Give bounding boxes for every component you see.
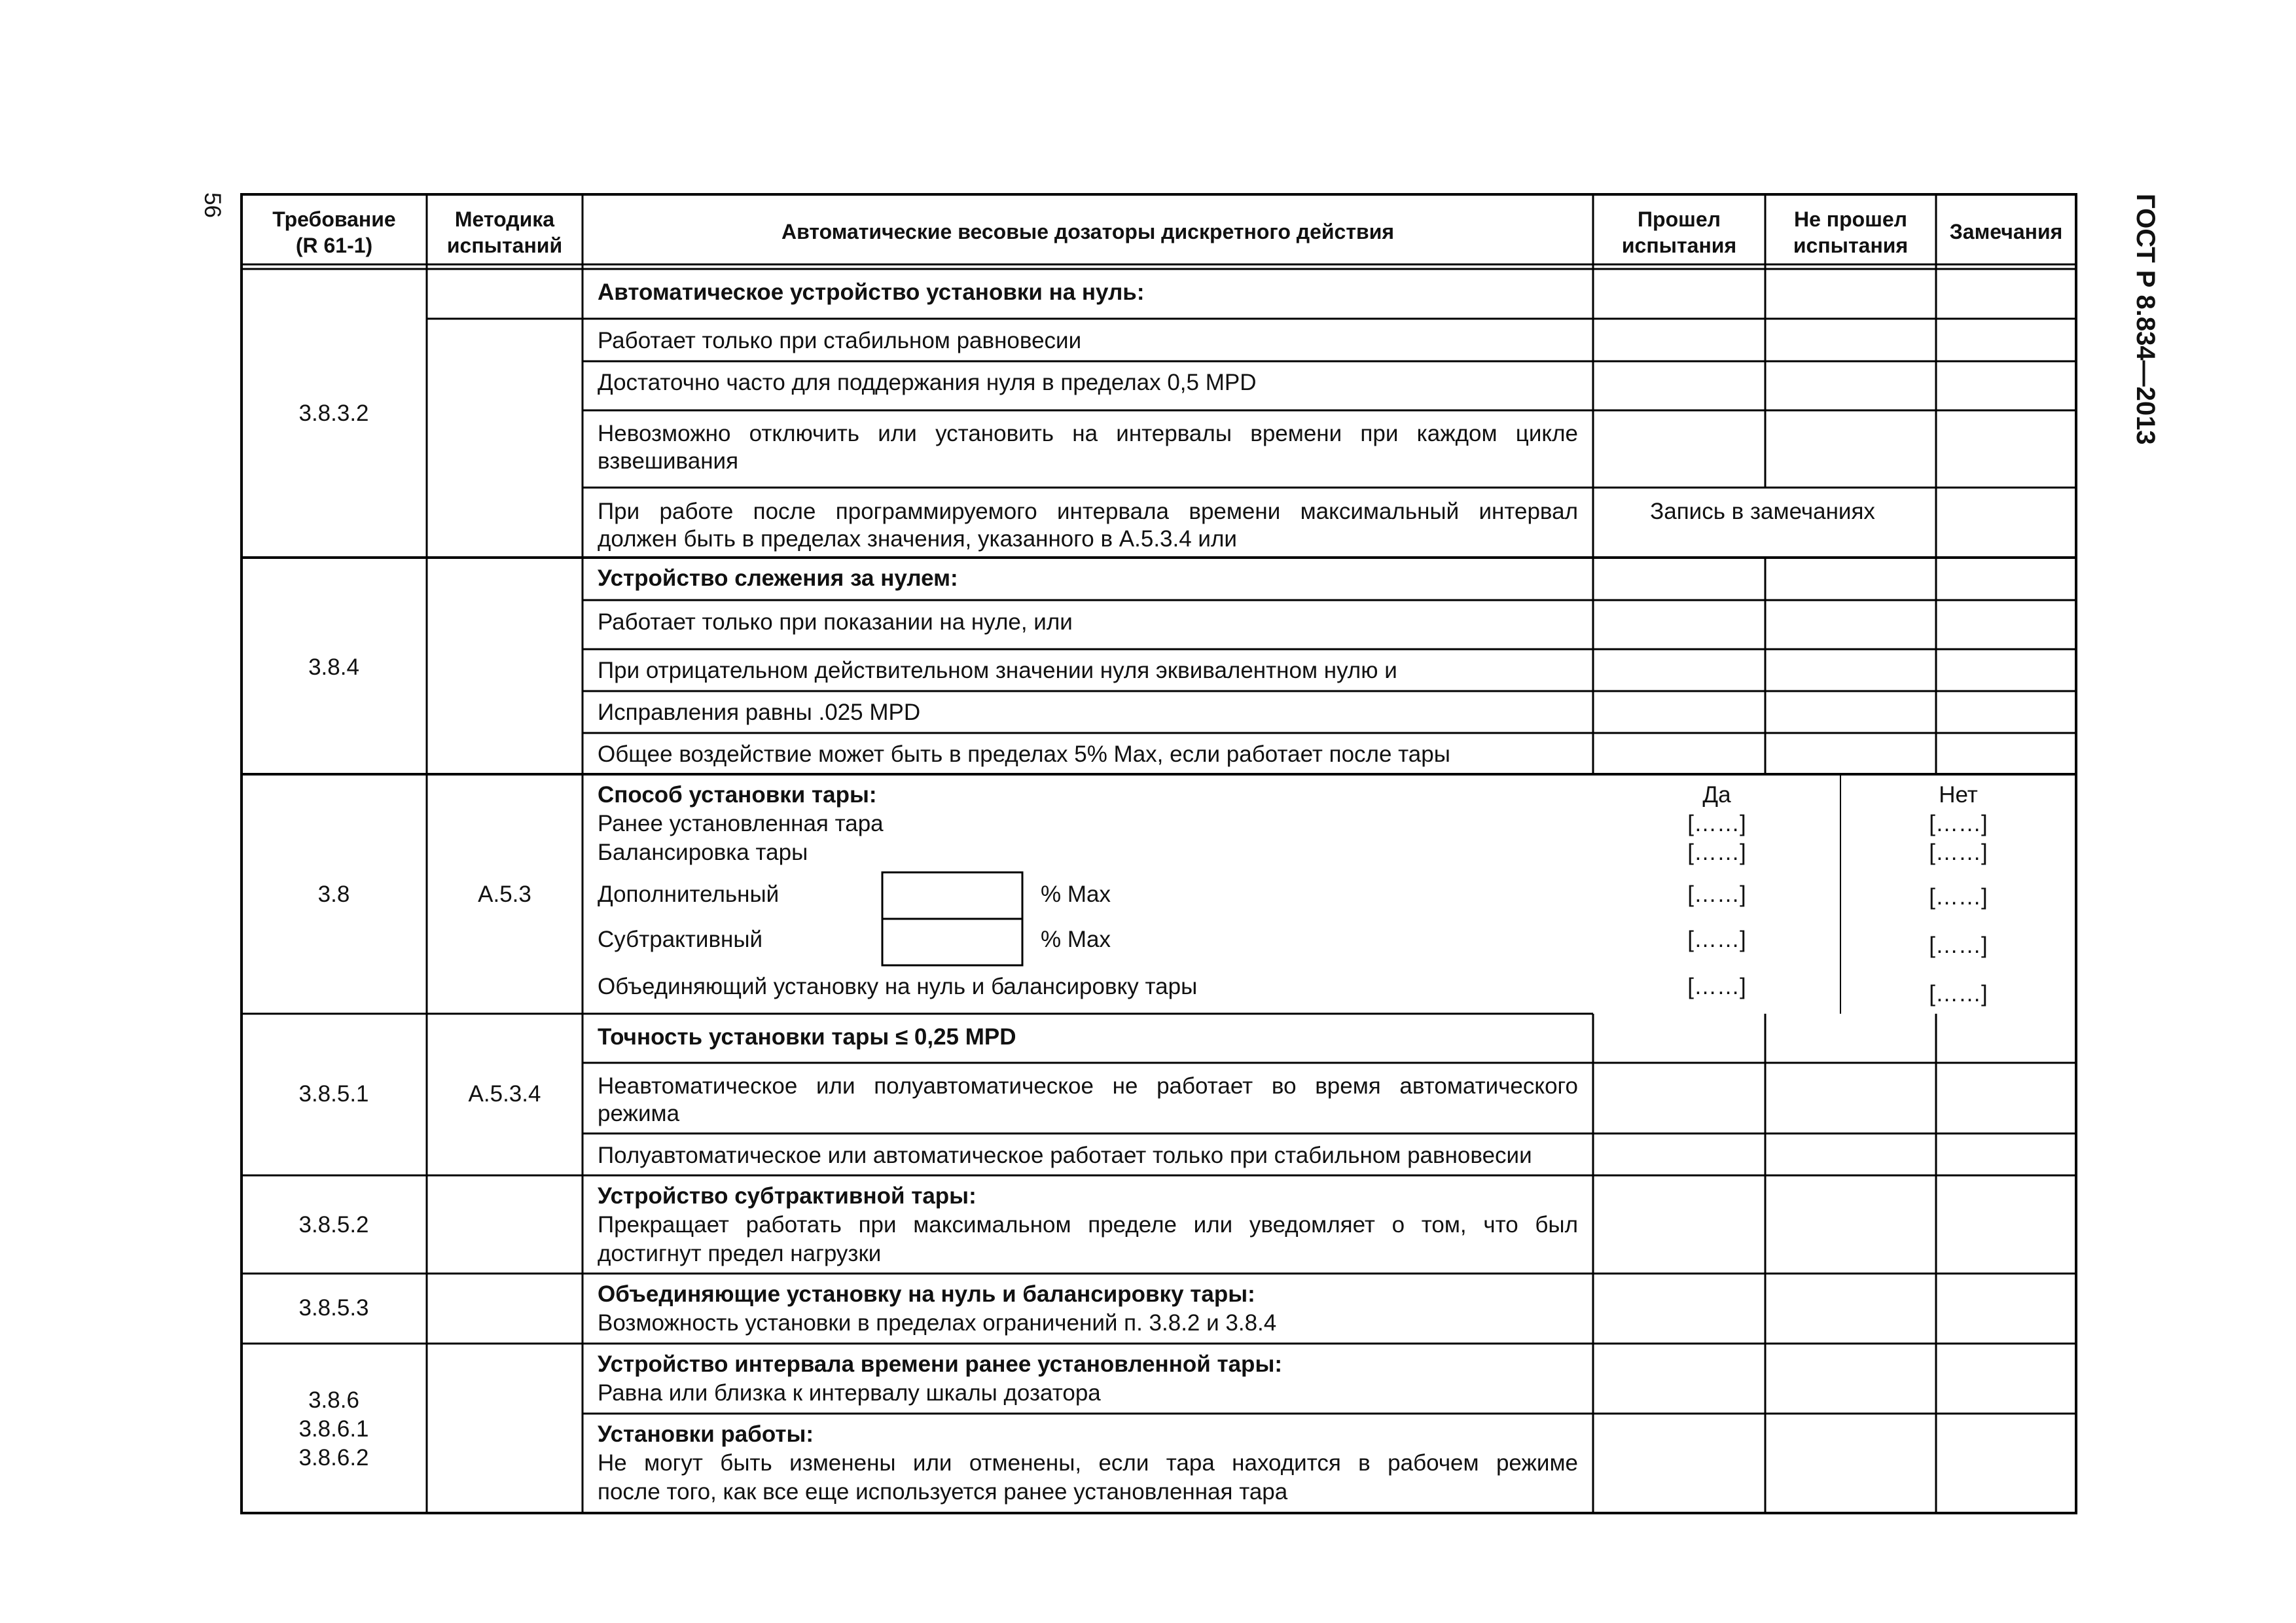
header-passed: Прошел испытания xyxy=(1621,207,1737,257)
row-text: Точность установки тары ≤ 0,25 MPD xyxy=(598,1024,1016,1050)
row-text: взвешивания xyxy=(598,448,739,474)
result-note: Запись в замечаниях xyxy=(1650,499,1875,524)
yes-mark[interactable]: [……] xyxy=(1687,882,1746,907)
row-title: Устройство субтрактивной тары: xyxy=(598,1183,977,1209)
subtractive-tare-label: Субтрактивный xyxy=(598,927,763,952)
row-text: должен быть в пределах значения, указанного в А.5.3.4 или xyxy=(598,526,1237,552)
row-text: При отрицательном действительном значении нуля эквивалентном нулю и xyxy=(598,658,1397,683)
method-cell: А.5.3.4 xyxy=(468,1081,541,1107)
no-label: Нет xyxy=(1939,782,1978,808)
row-title: Устройство интервала времени ранее установленной тары: xyxy=(598,1351,1282,1377)
no-mark[interactable]: [……] xyxy=(1929,811,1988,836)
requirement-cell: 3.8.6 xyxy=(308,1387,359,1413)
tare-option: Ранее установленная тара xyxy=(598,811,884,836)
row-text: режима xyxy=(598,1101,680,1126)
row-text: Невозможно отключить или установить на интервалы времени при каждом цикле xyxy=(598,421,1578,446)
requirement-cell: 3.8.6.1 xyxy=(298,1416,369,1442)
tare-option: Объединяющий установку на нуль и балансировку тары xyxy=(598,974,1198,999)
row-text: Работает только при показании на нуле, или xyxy=(598,609,1073,635)
yes-mark[interactable]: [……] xyxy=(1687,974,1746,999)
subtractive-tare-unit: % Max xyxy=(1041,927,1111,952)
no-mark[interactable]: [……] xyxy=(1929,840,1988,865)
requirement-cell: 3.8 xyxy=(317,882,350,907)
row-text: Устройство слежения за нулем: xyxy=(598,565,958,591)
requirement-cell: 3.8.6.2 xyxy=(298,1445,369,1471)
standard-designation: ГОСТ Р 8.834—2013 xyxy=(2131,194,2160,445)
additive-tare-unit: % Max xyxy=(1041,882,1111,907)
row-text: Полуавтоматическое или автоматическое работает только при стабильном равновесии xyxy=(598,1143,1532,1168)
additive-tare-label: Дополнительный xyxy=(598,882,780,907)
header-remarks: Замечания xyxy=(1949,220,2063,243)
row-text: Автоматическое устройство установки на нуль: xyxy=(598,279,1145,305)
header-method: Методика испытаний xyxy=(446,207,563,257)
row-text: Достаточно часто для поддержания нуля в пределах 0,5 MPD xyxy=(598,370,1257,395)
row-text: Возможность установки в пределах ограничений п. 3.8.2 и 3.8.4 xyxy=(598,1310,1277,1336)
requirement-cell: 3.8.5.1 xyxy=(298,1081,369,1107)
row-text: Прекращает работать при максимальном пределе или уведомляет о том, что был xyxy=(598,1212,1578,1238)
row-text: после того, как все еще используется ранее установленная тара xyxy=(598,1479,1288,1505)
no-mark[interactable]: [……] xyxy=(1929,981,1988,1007)
row-text: Общее воздействие может быть в пределах 5% Max, если работает после тары xyxy=(598,741,1450,767)
page-number: 56 xyxy=(200,192,225,218)
tare-option: Балансировка тары xyxy=(598,840,808,865)
row-text: Не могут быть изменены или отменены, если тара находится в рабочем режиме xyxy=(598,1450,1578,1476)
header-title: Автоматические весовые дозаторы дискретного действия xyxy=(781,220,1395,243)
requirement-cell: 3.8.3.2 xyxy=(298,401,369,426)
yes-mark[interactable]: [……] xyxy=(1687,840,1746,865)
no-mark[interactable]: [……] xyxy=(1929,884,1988,910)
row-text: Неавтоматическое или полуавтоматическое не работает во время автоматического xyxy=(598,1073,1578,1099)
header-requirement: Требование (R 61-1) xyxy=(272,207,396,257)
row-text: Работает только при стабильном равновесии xyxy=(598,328,1082,353)
yes-label: Да xyxy=(1702,782,1731,808)
requirement-cell: 3.8.5.2 xyxy=(298,1212,369,1238)
row-title: Объединяющие установку на нуль и балансировку тары: xyxy=(598,1281,1255,1307)
header-failed: Не прошел испытания xyxy=(1793,207,1909,257)
row-text: Равна или близка к интервалу шкалы дозатора xyxy=(598,1380,1101,1406)
requirement-cell: 3.8.5.3 xyxy=(298,1295,369,1321)
requirement-cell: 3.8.4 xyxy=(308,654,359,680)
row-text: При работе после программируемого интервала времени максимальный интервал xyxy=(598,499,1578,524)
row-title: Установки работы: xyxy=(598,1421,814,1447)
row-text: достигнут предел нагрузки xyxy=(598,1241,882,1266)
tare-heading: Способ установки тары: xyxy=(598,782,877,808)
yes-mark[interactable]: [……] xyxy=(1687,811,1746,836)
yes-mark[interactable]: [……] xyxy=(1687,927,1746,952)
row-text: Исправления равны .025 MPD xyxy=(598,700,921,725)
no-mark[interactable]: [……] xyxy=(1929,933,1988,958)
method-cell: А.5.3 xyxy=(478,882,531,907)
